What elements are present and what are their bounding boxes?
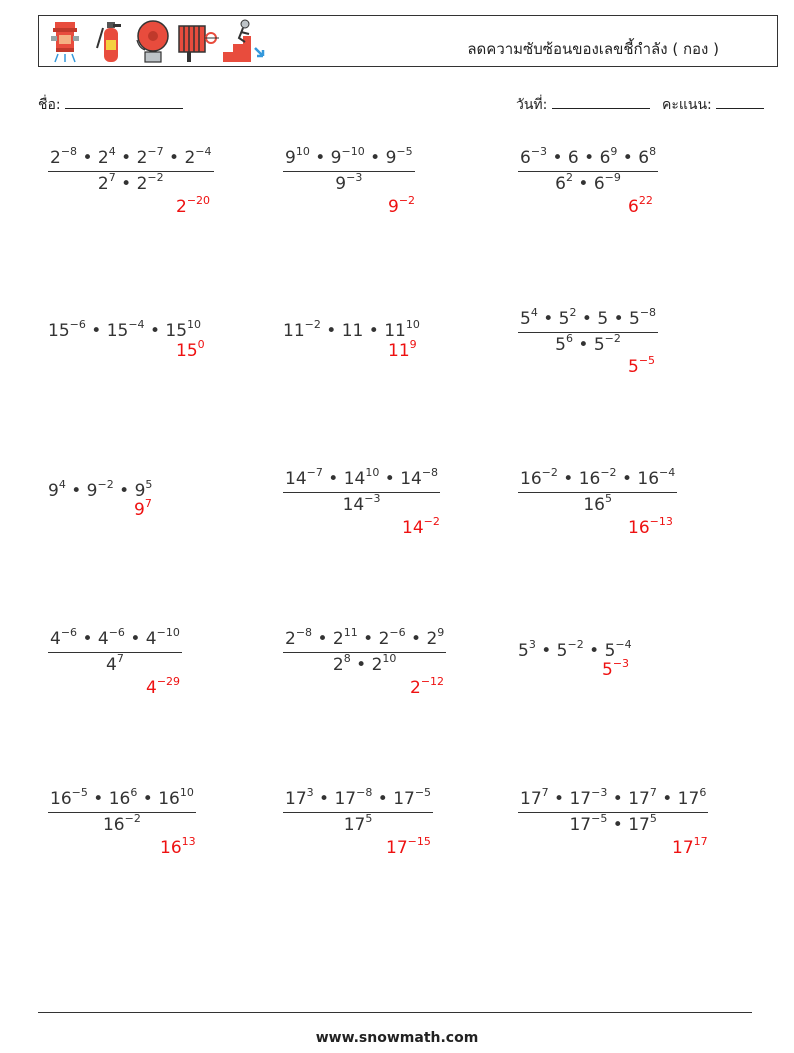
power-term: $14^{10}$: [343, 466, 380, 489]
multiply-dot: •: [563, 469, 574, 489]
multiply-dot: •: [578, 174, 589, 194]
denominator: [518, 812, 708, 835]
numerator: [518, 145, 658, 171]
power-term: $17^7$: [520, 786, 549, 809]
power-term: $17^{-8}$: [334, 786, 373, 809]
multiply-dot: •: [121, 148, 132, 168]
denominator: [283, 652, 446, 675]
power-term: $17^{-3}$: [569, 786, 608, 809]
emergency-exit-stairs-icon: [221, 18, 267, 68]
multiply-dot: •: [71, 481, 82, 501]
power-term: $2^{-8}$: [285, 626, 313, 649]
score-blank[interactable]: [716, 96, 764, 109]
fraction: [48, 786, 196, 835]
power-term: $6^8$: [638, 145, 657, 168]
answer-5: $11^9$: [388, 338, 417, 361]
answer-1: $2^{-20}$: [176, 194, 211, 217]
power-term: $5^{-2}$: [593, 332, 621, 355]
power-term: $4^7$: [106, 652, 124, 675]
multiply-dot: •: [169, 148, 180, 168]
answer-3: $6^{22}$: [628, 194, 653, 217]
multiply-dot: •: [91, 321, 102, 341]
numerator: [48, 626, 182, 652]
numerator: [518, 786, 708, 812]
power-term: $2^7$: [97, 171, 116, 194]
multiply-dot: •: [411, 629, 422, 649]
numerator: [283, 626, 446, 652]
power-term: $16^{-2}$: [102, 812, 141, 835]
multiply-dot: •: [317, 629, 328, 649]
problem-3: [518, 145, 658, 194]
fraction: [283, 786, 433, 835]
power-term: $16^{-4}$: [637, 466, 676, 489]
power-term: $17^5$: [628, 812, 657, 835]
power-term: $9^4$: [48, 478, 66, 501]
power-term: $17^{-5}$: [569, 812, 608, 835]
multiply-dot: •: [82, 629, 93, 649]
power-term: $11^{10}$: [384, 318, 420, 341]
multiply-dot: •: [622, 148, 633, 168]
fire-alarm-bell-icon: [135, 18, 171, 68]
multiply-dot: •: [662, 789, 673, 809]
multiply-dot: •: [319, 789, 330, 809]
power-term: $6^2$: [555, 171, 573, 194]
numerator: [518, 466, 677, 492]
date-field: [516, 94, 650, 116]
multiply-dot: •: [621, 469, 632, 489]
product-expression: [48, 478, 153, 501]
multiply-dot: •: [368, 321, 379, 341]
fire-hose-reel-icon: [177, 18, 221, 68]
score-field: [662, 94, 764, 116]
fraction: [518, 306, 658, 355]
denominator: [518, 492, 677, 515]
power-term: $16^{10}$: [158, 786, 194, 809]
name-label: ชื่อ:: [38, 97, 61, 113]
power-term: $15^{-6}$: [48, 318, 86, 341]
power-term: $17^{-5}$: [393, 786, 432, 809]
power-term: $16^{-2}$: [578, 466, 617, 489]
power-term: $4^{-6}$: [97, 626, 125, 649]
denominator: [48, 171, 214, 194]
product-expression: [48, 318, 202, 341]
problem-7: [48, 478, 153, 501]
power-term: $16^6$: [108, 786, 138, 809]
fraction: [48, 145, 214, 194]
denominator: [518, 332, 658, 355]
answer-8: $14^{-2}$: [402, 515, 440, 538]
power-term: $5^4$: [520, 306, 538, 329]
power-term: 11: [341, 321, 364, 341]
date-blank[interactable]: [552, 96, 650, 109]
power-term: $5^2$: [558, 306, 577, 329]
multiply-dot: •: [543, 309, 554, 329]
multiply-dot: •: [612, 815, 623, 835]
power-term: $9^5$: [134, 478, 153, 501]
power-term: $2^{-8}$: [50, 145, 78, 168]
denominator: [283, 492, 440, 515]
date-label: วันที่:: [516, 97, 548, 113]
multiply-dot: •: [315, 148, 326, 168]
multiply-dot: •: [326, 321, 337, 341]
product-expression: [283, 318, 420, 341]
worksheet-title: ลดความซับซ้อนของเลขชี้กำลัง ( กอง ): [467, 40, 719, 58]
problem-8: [283, 466, 440, 515]
problem-5: [283, 318, 420, 341]
power-term: $4^{-6}$: [50, 626, 78, 649]
power-term: $2^{-2}$: [136, 171, 164, 194]
power-term: $2^4$: [97, 145, 116, 168]
answer-12: $5^{-3}$: [602, 657, 630, 680]
power-term: $6^{-3}$: [520, 145, 548, 168]
fraction: [518, 466, 677, 515]
power-term: $15^{-4}$: [106, 318, 145, 341]
multiply-dot: •: [554, 789, 565, 809]
multiply-dot: •: [356, 655, 367, 675]
numerator: [48, 786, 196, 812]
power-term: $14^{-7}$: [285, 466, 323, 489]
answer-7: $9^7$: [134, 497, 152, 520]
numerator: [283, 466, 440, 492]
power-term: $9^{-3}$: [335, 171, 363, 194]
power-term: $17^5$: [343, 812, 373, 835]
power-term: $5^{-8}$: [629, 306, 657, 329]
fraction: [518, 786, 708, 835]
multiply-dot: •: [612, 789, 623, 809]
power-term: $2^8$: [332, 652, 351, 675]
power-term: $6^{-9}$: [593, 171, 621, 194]
power-term: $5^{-4}$: [604, 638, 632, 661]
multiply-dot: •: [363, 629, 374, 649]
numerator: [518, 306, 658, 332]
power-term: $9^{-5}$: [385, 145, 413, 168]
multiply-dot: •: [82, 148, 93, 168]
power-term: $16^5$: [583, 492, 612, 515]
power-term: $2^{-6}$: [378, 626, 406, 649]
numerator: [283, 145, 415, 171]
problem-10: [48, 626, 182, 675]
problem-14: [283, 786, 433, 835]
problem-1: [48, 145, 214, 194]
multiply-dot: •: [142, 789, 153, 809]
power-term: $2^9$: [426, 626, 445, 649]
multiply-dot: •: [377, 789, 388, 809]
power-term: $2^{10}$: [371, 652, 397, 675]
denominator: [283, 812, 433, 835]
multiply-dot: •: [149, 321, 160, 341]
answer-13: $16^{13}$: [160, 835, 196, 858]
answer-2: $9^{-2}$: [388, 194, 416, 217]
fraction: [518, 145, 658, 194]
multiply-dot: •: [581, 309, 592, 329]
power-term: $16^{-5}$: [50, 786, 88, 809]
power-term: $16^{-2}$: [520, 466, 558, 489]
power-term: $17^6$: [677, 786, 707, 809]
power-term: 6: [567, 148, 579, 168]
power-term: $9^{10}$: [285, 145, 310, 168]
power-term: $17^7$: [628, 786, 657, 809]
multiply-dot: •: [370, 148, 381, 168]
problem-15: [518, 786, 708, 835]
power-term: $2^{-4}$: [184, 145, 212, 168]
power-term: $6^9$: [599, 145, 618, 168]
power-term: $11^{-2}$: [283, 318, 321, 341]
multiply-dot: •: [541, 641, 552, 661]
multiply-dot: •: [589, 641, 600, 661]
power-term: $9^{-10}$: [330, 145, 365, 168]
power-term: $9^{-2}$: [86, 478, 114, 501]
denominator: [518, 171, 658, 194]
answer-15: $17^{17}$: [672, 835, 708, 858]
power-term: $5^3$: [518, 638, 536, 661]
multiply-dot: •: [130, 629, 141, 649]
power-term: $14^{-8}$: [400, 466, 439, 489]
problem-6: [518, 306, 658, 355]
power-term: $17^3$: [285, 786, 314, 809]
denominator: [48, 652, 182, 675]
fire-extinguisher-icon: [91, 18, 127, 68]
numerator: [283, 786, 433, 812]
worksheet-header: [38, 15, 778, 67]
footer-url: www.snowmath.com: [315, 1030, 479, 1046]
answer-6: $5^{-5}$: [628, 354, 656, 377]
score-label: คะแนน:: [662, 97, 712, 113]
multiply-dot: •: [119, 481, 130, 501]
problem-2: [283, 145, 415, 194]
answer-4: $15^0$: [176, 338, 205, 361]
multiply-dot: •: [613, 309, 624, 329]
multiply-dot: •: [93, 789, 104, 809]
denominator: [48, 812, 196, 835]
power-term: $5^{-2}$: [556, 638, 584, 661]
power-term: $14^{-3}$: [342, 492, 381, 515]
problem-11: [283, 626, 446, 675]
multiply-dot: •: [552, 148, 563, 168]
fraction: [283, 145, 415, 194]
denominator: [283, 171, 415, 194]
footer-divider: [38, 1012, 752, 1013]
answer-11: $2^{-12}$: [410, 675, 445, 698]
fraction: [283, 626, 446, 675]
power-term: $4^{-10}$: [145, 626, 180, 649]
answer-9: $16^{-13}$: [628, 515, 673, 538]
problem-13: [48, 786, 196, 835]
problem-9: [518, 466, 677, 515]
answer-14: $17^{-15}$: [386, 835, 431, 858]
power-term: $15^{10}$: [165, 318, 202, 341]
fraction: [48, 626, 182, 675]
name-field: [38, 94, 183, 116]
power-term: $5^6$: [555, 332, 573, 355]
power-term: 5: [597, 309, 609, 329]
fraction: [283, 466, 440, 515]
numerator: [48, 145, 214, 171]
multiply-dot: •: [384, 469, 395, 489]
fire-hydrant-icon: [47, 18, 83, 68]
answer-10: $4^{-29}$: [146, 675, 181, 698]
multiply-dot: •: [328, 469, 339, 489]
power-term: $2^{11}$: [332, 626, 358, 649]
multiply-dot: •: [121, 174, 132, 194]
problem-4: [48, 318, 202, 341]
name-blank[interactable]: [65, 96, 183, 109]
multiply-dot: •: [584, 148, 595, 168]
multiply-dot: •: [578, 335, 589, 355]
power-term: $2^{-7}$: [136, 145, 164, 168]
